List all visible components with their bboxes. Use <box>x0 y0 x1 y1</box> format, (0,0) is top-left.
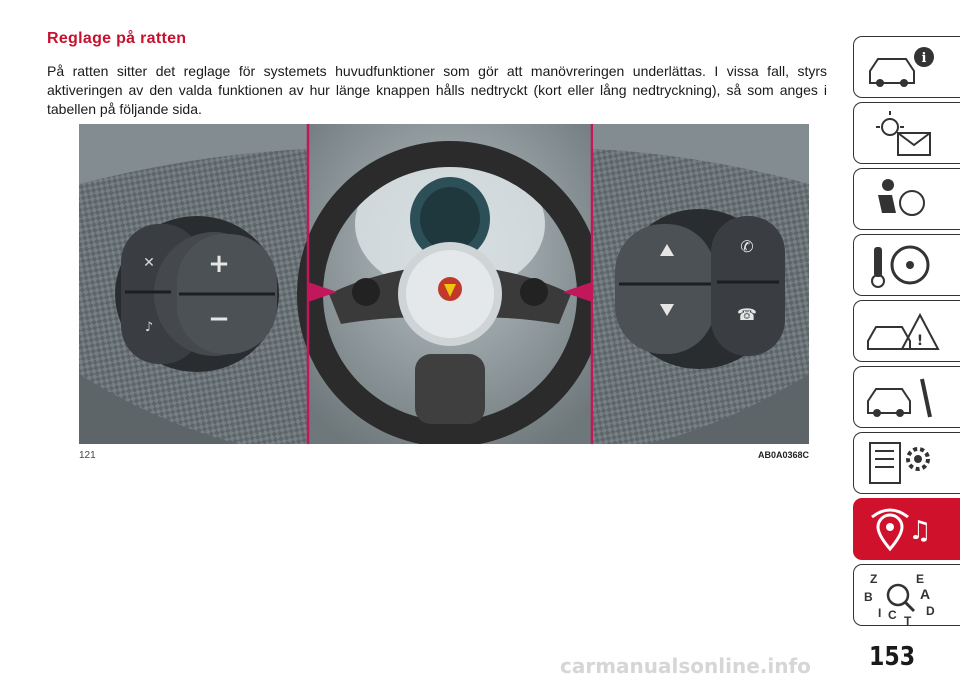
index-letter: I <box>878 606 882 620</box>
tab-emergency[interactable] <box>853 300 960 362</box>
figure-number: 121 <box>79 450 96 461</box>
svg-text:♪: ♪ <box>144 320 154 335</box>
key-steering-wheel-icon <box>862 239 942 291</box>
svg-text:−: − <box>208 304 230 334</box>
seat-airbag-icon <box>862 173 942 225</box>
svg-text:i: i <box>921 51 927 66</box>
index-letter: E <box>916 572 925 586</box>
index-search-icon <box>862 569 942 625</box>
svg-text:✕: ✕ <box>143 255 155 271</box>
watermark: carmanualsonline.info <box>560 654 811 678</box>
index-letter: A <box>920 586 931 602</box>
tab-dashboard[interactable] <box>853 36 960 98</box>
figure-code: AB0A0368C <box>757 450 809 460</box>
svg-text:✆: ✆ <box>740 237 754 256</box>
index-letter: C <box>888 608 897 622</box>
svg-text:☎: ☎ <box>737 305 757 324</box>
right-switch-cluster <box>615 209 785 369</box>
car-wrench-icon <box>862 371 942 423</box>
tab-lights[interactable] <box>853 102 960 164</box>
steering-wheel-illustration <box>79 124 809 444</box>
left-switch-cluster <box>115 216 279 372</box>
specs-gear-icon <box>862 437 942 489</box>
intro-paragraph: På ratten sitter det reglage för systemets huvudfunktioner som gör att manövreringen underlättas. I vissa fall, styrs aktiveringen av den valda funktionen av hur länge knappen hålls nedtryckt (kort eller lång nedtryckning), så som anges i tabellen på följande sida. <box>47 63 827 117</box>
car-info-icon <box>862 41 942 93</box>
lights-message-icon <box>862 107 942 159</box>
tab-technical-data[interactable] <box>853 432 960 494</box>
tab-multimedia[interactable] <box>853 498 960 560</box>
index-letter: T <box>904 614 912 625</box>
tab-starting-driving[interactable] <box>853 234 960 296</box>
multimedia-icon <box>862 503 942 555</box>
steering-wheel-figure <box>79 124 809 444</box>
tab-maintenance[interactable] <box>853 366 960 428</box>
svg-text:♫: ♫ <box>908 516 932 546</box>
car-warning-icon <box>862 305 942 357</box>
svg-text:+: + <box>208 249 230 279</box>
page-number: 153 <box>869 642 916 672</box>
index-letter: D <box>926 604 935 618</box>
tab-index[interactable] <box>853 564 960 626</box>
index-letter: Z <box>870 572 878 586</box>
section-heading: Reglage på ratten <box>47 30 187 47</box>
svg-text:!: ! <box>916 333 924 349</box>
tab-safety[interactable] <box>853 168 960 230</box>
index-letter: B <box>864 590 873 604</box>
